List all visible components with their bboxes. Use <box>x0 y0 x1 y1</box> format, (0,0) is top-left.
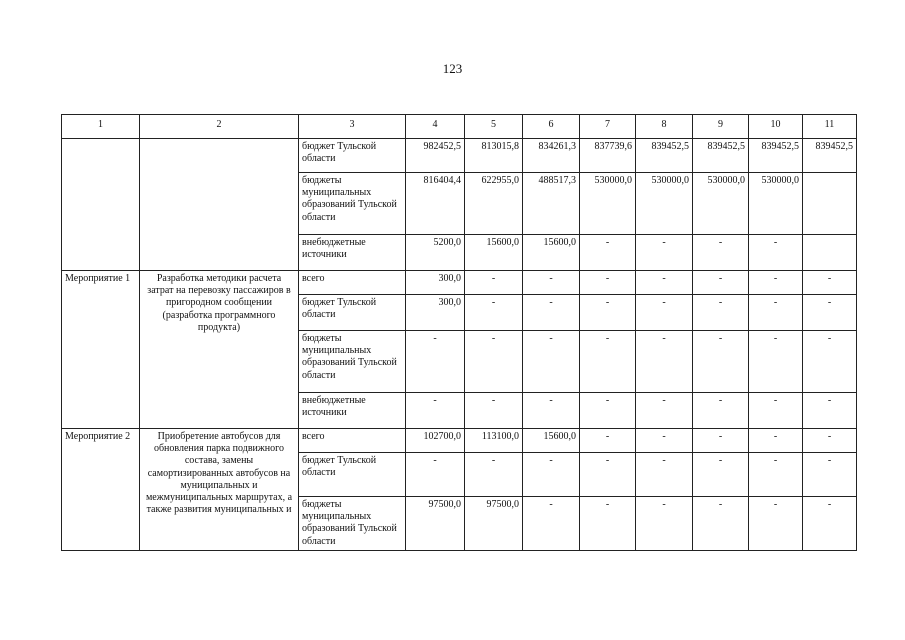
amount-cell-col-8: - <box>636 453 693 497</box>
column-header-10: 10 <box>749 115 803 139</box>
amount-cell-col-4: - <box>406 331 465 393</box>
column-header-9: 9 <box>693 115 749 139</box>
amount-cell-col-7: - <box>580 453 636 497</box>
amount-cell-col-7: - <box>580 331 636 393</box>
funding-source-cell: внебюджетные источники <box>299 393 406 429</box>
funding-source-cell: всего <box>299 271 406 295</box>
amount-cell-col-9: - <box>693 331 749 393</box>
amount-cell-col-4: 102700,0 <box>406 429 465 453</box>
column-header-8: 8 <box>636 115 693 139</box>
amount-cell-col-11 <box>803 173 857 235</box>
funding-source-cell: бюджеты муниципальных образований Тульской области <box>299 331 406 393</box>
event-description-cell <box>140 139 299 271</box>
amount-cell-col-10: - <box>749 331 803 393</box>
table-body <box>62 139 857 551</box>
amount-cell-col-8: - <box>636 393 693 429</box>
amount-cell-col-7: - <box>580 497 636 551</box>
amount-cell-col-5: - <box>465 393 523 429</box>
amount-cell-col-8: - <box>636 271 693 295</box>
amount-cell-col-10: - <box>749 497 803 551</box>
amount-cell-col-6: 15600,0 <box>523 235 580 271</box>
amount-cell-col-10: - <box>749 271 803 295</box>
amount-cell-col-4: - <box>406 453 465 497</box>
amount-cell-col-11: - <box>803 497 857 551</box>
event-description-cell: Приобретение автобусов для обновления парка подвижного состава, замены самортизированных автобусов на муниципальных и межмуниципальных маршрутах, а также развития муниципальных и <box>140 429 299 551</box>
funding-source-cell: бюджеты муниципальных образований Тульской области <box>299 497 406 551</box>
amount-cell-col-10: - <box>749 235 803 271</box>
funding-source-cell: бюджет Тульской области <box>299 453 406 497</box>
amount-cell-col-5: 113100,0 <box>465 429 523 453</box>
amount-cell-col-7: - <box>580 235 636 271</box>
column-header-6: 6 <box>523 115 580 139</box>
amount-cell-col-7: - <box>580 271 636 295</box>
amount-cell-col-10: 839452,5 <box>749 139 803 173</box>
funding-source-cell: внебюджетные источники <box>299 235 406 271</box>
amount-cell-col-9: - <box>693 497 749 551</box>
amount-cell-col-11: - <box>803 453 857 497</box>
amount-cell-col-5: - <box>465 271 523 295</box>
amount-cell-col-8: 530000,0 <box>636 173 693 235</box>
page-number: 123 <box>442 61 463 76</box>
amount-cell-col-9: 839452,5 <box>693 139 749 173</box>
event-description-cell: Разработка методики расчета затрат на перевозку пассажиров в пригородном сообщении (разработка программного продукта) <box>140 271 299 429</box>
amount-cell-col-11: - <box>803 331 857 393</box>
amount-cell-col-9: - <box>693 393 749 429</box>
funding-source-cell: бюджет Тульской области <box>299 139 406 173</box>
amount-cell-col-6: - <box>523 393 580 429</box>
amount-cell-col-8: 839452,5 <box>636 139 693 173</box>
amount-cell-col-5: - <box>465 295 523 331</box>
amount-cell-col-9: - <box>693 235 749 271</box>
amount-cell-col-11: - <box>803 429 857 453</box>
table-row <box>62 429 857 453</box>
amount-cell-col-4: 982452,5 <box>406 139 465 173</box>
funding-source-cell: всего <box>299 429 406 453</box>
event-name-cell: Мероприятие 2 <box>62 429 140 551</box>
amount-cell-col-9: - <box>693 429 749 453</box>
amount-cell-col-6: - <box>523 271 580 295</box>
amount-cell-col-7: 530000,0 <box>580 173 636 235</box>
amount-cell-col-6: - <box>523 295 580 331</box>
amount-cell-col-9: - <box>693 453 749 497</box>
amount-cell-col-11: - <box>803 295 857 331</box>
header-row <box>62 115 857 139</box>
amount-cell-col-4: 97500,0 <box>406 497 465 551</box>
amount-cell-col-4: - <box>406 393 465 429</box>
funding-source-cell: бюджеты муниципальных образований Тульской области <box>299 173 406 235</box>
amount-cell-col-10: - <box>749 453 803 497</box>
amount-cell-col-9: - <box>693 295 749 331</box>
amount-cell-col-7: - <box>580 295 636 331</box>
amount-cell-col-8: - <box>636 235 693 271</box>
amount-cell-col-9: 530000,0 <box>693 173 749 235</box>
amount-cell-col-7: - <box>580 393 636 429</box>
amount-cell-col-11: - <box>803 271 857 295</box>
amount-cell-col-5: - <box>465 453 523 497</box>
amount-cell-col-6: - <box>523 331 580 393</box>
amount-cell-col-10: - <box>749 295 803 331</box>
amount-cell-col-11 <box>803 235 857 271</box>
amount-cell-col-8: - <box>636 331 693 393</box>
amount-cell-col-5: - <box>465 331 523 393</box>
column-header-5: 5 <box>465 115 523 139</box>
amount-cell-col-5: 15600,0 <box>465 235 523 271</box>
amount-cell-col-4: 5200,0 <box>406 235 465 271</box>
amount-cell-col-4: 816404,4 <box>406 173 465 235</box>
column-header-1: 1 <box>62 115 140 139</box>
amount-cell-col-7: - <box>580 429 636 453</box>
amount-cell-col-10: 530000,0 <box>749 173 803 235</box>
amount-cell-col-4: 300,0 <box>406 271 465 295</box>
amount-cell-col-6: 488517,3 <box>523 173 580 235</box>
table-row <box>62 271 857 295</box>
column-header-11: 11 <box>803 115 857 139</box>
amount-cell-col-10: - <box>749 393 803 429</box>
amount-cell-col-6: 834261,3 <box>523 139 580 173</box>
amount-cell-col-4: 300,0 <box>406 295 465 331</box>
column-header-2: 2 <box>140 115 299 139</box>
amount-cell-col-10: - <box>749 429 803 453</box>
amount-cell-col-8: - <box>636 295 693 331</box>
amount-cell-col-7: 837739,6 <box>580 139 636 173</box>
amount-cell-col-8: - <box>636 429 693 453</box>
column-header-7: 7 <box>580 115 636 139</box>
amount-cell-col-6: - <box>523 453 580 497</box>
amount-cell-col-9: - <box>693 271 749 295</box>
amount-cell-col-8: - <box>636 497 693 551</box>
funding-source-cell: бюджет Тульской области <box>299 295 406 331</box>
budget-table <box>61 114 857 551</box>
amount-cell-col-5: 622955,0 <box>465 173 523 235</box>
table-row <box>62 139 857 173</box>
amount-cell-col-6: - <box>523 497 580 551</box>
amount-cell-col-5: 97500,0 <box>465 497 523 551</box>
event-name-cell <box>62 139 140 271</box>
amount-cell-col-6: 15600,0 <box>523 429 580 453</box>
amount-cell-col-11: 839452,5 <box>803 139 857 173</box>
amount-cell-col-11: - <box>803 393 857 429</box>
event-name-cell: Мероприятие 1 <box>62 271 140 429</box>
amount-cell-col-5: 813015,8 <box>465 139 523 173</box>
column-header-3: 3 <box>299 115 406 139</box>
column-header-4: 4 <box>406 115 465 139</box>
